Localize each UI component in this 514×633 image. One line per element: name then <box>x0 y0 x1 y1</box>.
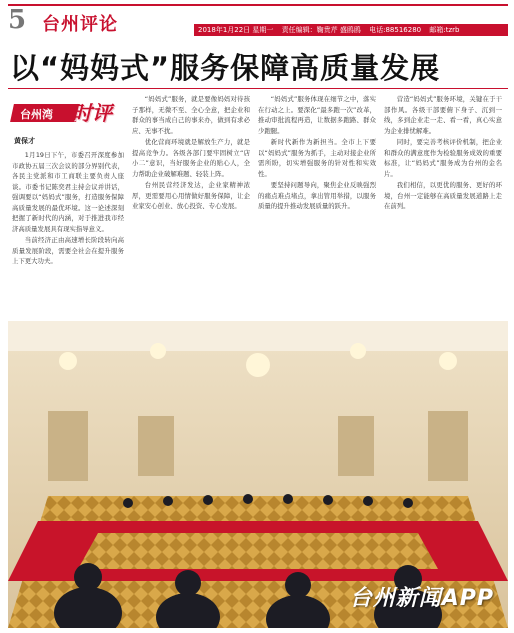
column-brand: 台州湾 <box>20 108 53 121</box>
contact-email: 邮箱:tzrb <box>429 26 460 34</box>
column-word: 时评 <box>72 101 112 125</box>
paragraph: 要坚持问题导向，聚焦企业反映强烈的痛点难点堵点，拿出管用举措，以服务质量的提升推动发展质量的跃升。 <box>258 181 376 210</box>
section-title: 台州评论 <box>42 14 118 35</box>
paragraph: 我们相信，以更优的服务、更好的环境，台州一定能够在高质量发展道路上走在前列。 <box>384 181 502 210</box>
issue-date: 2018年1月22日 星期一 <box>198 26 274 34</box>
meta-bar <box>194 24 508 36</box>
column-logo <box>12 98 124 128</box>
page-header <box>8 5 508 35</box>
paragraph: 营造“妈妈式”服务环境，关键在于干部作风。各级干部要俯下身子、沉到一线，多到企业走一走、看一看，真心实意为企业排忧解难。 <box>384 95 502 135</box>
article-column-4 <box>384 94 502 315</box>
headline-rule <box>8 88 508 89</box>
paragraph: 同时，要完善考核评价机制，把企业和群众的满意度作为检验服务成效的重要标准，让“妈妈式”服务成为台州的金名片。 <box>384 138 502 178</box>
table-center <box>78 533 438 569</box>
paragraph: 台州民营经济发达，企业家精神浓厚，更需要用心用情做好服务保障，让企业家安心创业、放心投资、专心发展。 <box>132 181 250 210</box>
author-byline: 黄保才 <box>14 137 35 145</box>
editor-credit: 责任编辑：鞠贵芹 盛鸥鸥 <box>281 26 361 34</box>
paragraph: “妈妈式”服务体现在细节之中，落实在行动之上。要深化“最多跑一次”改革，推动审批流程再造，让数据多跑路、群众少跑腿。 <box>258 95 376 135</box>
paragraph: “妈妈式”服务，就是要像妈妈对待孩子那样，无微不至、全心全意，把企业和群众的事当成自己的事来办，做到有求必应、无事不扰。 <box>132 95 250 135</box>
ceiling <box>8 321 508 351</box>
article-column-2 <box>132 94 250 315</box>
paragraph: 新时代新作为新担当。全市上下要以“妈妈式”服务为抓手，主动对接企业所需所盼，切实增强服务的针对性和实效性。 <box>258 138 376 178</box>
contact-phone: 电话:88516280 <box>369 26 422 34</box>
paragraph: 1月19日下午，市委召开深度参加市政协五届三次会议的部分界别代表，各民主党派和市工商联主要负责人座谈。市委书记陈奕君主持会议并讲话，强调要以“妈妈式”服务，打造服务保障高质量发展的最优环境。这一论述深刻把握了新时代的内涵，对于推进我市经济高质量发展具有现实指导意义。 <box>12 151 124 233</box>
paragraph: 当前经济正由高速增长阶段转向高质量发展阶段，需要全社会在提升服务上下更大功夫。 <box>12 236 124 265</box>
article-headline: 以“妈妈式”服务保障高质量发展 <box>10 51 441 85</box>
meeting-photo <box>8 321 508 628</box>
paragraph: 优化营商环境就是解放生产力，就是提高竞争力。各级各部门要牢固树立“店小二”意识，当好服务企业的贴心人，全力帮助企业破解难题、轻装上阵。 <box>132 138 250 178</box>
article-column-3 <box>258 94 376 315</box>
app-watermark: 台州新闻APP <box>349 586 494 611</box>
article-column-1 <box>12 150 124 315</box>
top-rule <box>8 4 508 6</box>
page-number: 5 <box>8 5 27 35</box>
